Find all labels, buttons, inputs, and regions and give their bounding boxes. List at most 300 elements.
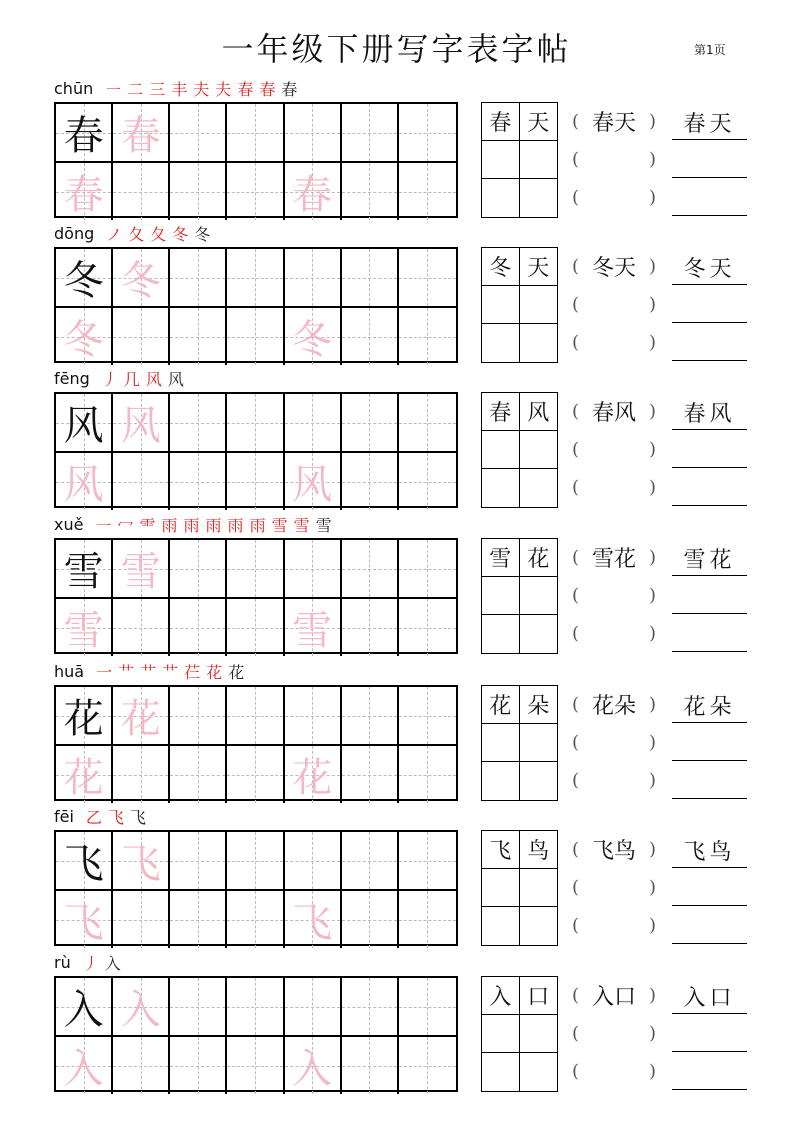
word-cell[interactable] [482, 248, 520, 286]
tianzige-cell[interactable] [227, 978, 284, 1037]
tianzige-cell[interactable] [56, 308, 113, 365]
underline-blank[interactable] [672, 140, 747, 178]
tianzige-cell[interactable] [170, 687, 227, 746]
tianzige-cell[interactable] [342, 891, 399, 948]
tianzige-cell[interactable] [56, 163, 113, 220]
tianzige-cell[interactable] [342, 453, 399, 510]
stroke-step: 乙 [85, 807, 102, 827]
stroke-step: 入 [104, 953, 121, 973]
stroke-step: 雪 [315, 515, 332, 535]
word-cell[interactable] [520, 141, 558, 179]
parenthesis-blank[interactable]: ( ) [572, 293, 656, 315]
tianzige-cell[interactable] [170, 891, 227, 948]
tianzige-cell[interactable] [113, 687, 170, 746]
stroke-step: 夂 [150, 224, 167, 244]
word-cell[interactable] [520, 686, 558, 724]
parenthesis-blank[interactable]: ( ) [572, 1060, 656, 1082]
word-cell[interactable] [482, 1015, 520, 1053]
word-cell[interactable] [520, 577, 558, 615]
model-character: 入 [63, 987, 104, 1033]
tianzige-cell[interactable] [56, 1037, 113, 1094]
word-cell[interactable] [482, 324, 520, 362]
tianzige-cell[interactable] [399, 832, 456, 891]
tianzige-cell[interactable] [170, 249, 227, 308]
word-cell[interactable] [520, 103, 558, 141]
tianzige-cell[interactable] [342, 599, 399, 656]
word-grid [481, 538, 558, 654]
stroke-step: 春 [259, 79, 276, 99]
tianzige-cell[interactable] [399, 104, 456, 163]
tianzige-cell[interactable] [56, 540, 113, 599]
trace-character: 春 [292, 172, 333, 218]
word-grid [481, 976, 558, 1092]
stroke-step: 雨 [183, 515, 200, 535]
paren-word: 春天 [591, 110, 636, 136]
stroke-order-row [54, 77, 297, 99]
tianzige-cell[interactable] [342, 832, 399, 891]
stroke-step: 花 [228, 662, 245, 682]
word-grid [481, 830, 558, 946]
stroke-step: ノ [106, 224, 123, 244]
parenthesis-blank[interactable]: ( 花朵 ) [572, 685, 656, 723]
word-cell[interactable] [482, 286, 520, 324]
tianzige-cell[interactable] [399, 163, 456, 220]
paren-word: 飞鸟 [591, 838, 636, 864]
stroke-step: 春 [281, 79, 298, 99]
stroke-step: ㇐ [105, 79, 122, 99]
stroke-step: 雨 [161, 515, 178, 535]
word-cell[interactable] [482, 724, 520, 762]
tianzige-cell[interactable] [399, 891, 456, 948]
stroke-step: 艹 [118, 662, 135, 682]
parenthesis-blank[interactable]: ( ) [572, 876, 656, 898]
trace-character: 入 [292, 1046, 333, 1092]
trace-character: 花 [120, 696, 161, 742]
word-grid [481, 247, 558, 363]
parenthesis-blank[interactable]: ( ) [572, 622, 656, 644]
trace-character: 春 [63, 172, 104, 218]
tianzige-cell[interactable] [227, 540, 284, 599]
word-cell[interactable] [520, 869, 558, 907]
word-cell[interactable] [520, 1053, 558, 1091]
model-character: 冬 [63, 258, 104, 304]
tianzige-cell[interactable] [342, 104, 399, 163]
tianzige-cell[interactable] [56, 394, 113, 453]
word-cell[interactable] [520, 762, 558, 800]
stroke-order-row [54, 367, 184, 389]
stroke-step: ㇐ [95, 515, 112, 535]
tianzige-cell[interactable] [113, 832, 170, 891]
tianzige-cell[interactable] [170, 599, 227, 656]
tianzige-cell[interactable] [342, 687, 399, 746]
practice-grid [54, 538, 458, 654]
stroke-step: 冬 [172, 224, 189, 244]
tianzige-cell[interactable] [170, 832, 227, 891]
tianzige-cell[interactable] [56, 832, 113, 891]
pinyin: chūn [54, 78, 94, 98]
word-cell[interactable] [520, 324, 558, 362]
underline-blank[interactable] [672, 430, 747, 468]
parenthesis-blank[interactable]: ( ) [572, 148, 656, 170]
trace-character: 春 [120, 113, 161, 159]
tianzige-cell[interactable] [113, 599, 170, 656]
tianzige-cell[interactable] [227, 249, 284, 308]
word-cell[interactable] [520, 469, 558, 507]
tianzige-cell[interactable] [285, 453, 342, 510]
page-number: 第1页 [694, 43, 726, 57]
character-section [0, 952, 793, 1121]
tianzige-cell[interactable] [342, 978, 399, 1037]
tianzige-cell[interactable] [170, 394, 227, 453]
tianzige-cell[interactable] [56, 249, 113, 308]
trace-character: 入 [120, 987, 161, 1033]
stroke-step: 夫 [193, 79, 210, 99]
parenthesis-blank[interactable]: ( 飞鸟 ) [572, 830, 656, 868]
pinyin: huā [54, 661, 85, 681]
stroke-step: 三 [149, 79, 166, 99]
tianzige-cell[interactable] [285, 1037, 342, 1094]
tianzige-cell[interactable] [113, 394, 170, 453]
stroke-step: 一 [96, 662, 113, 682]
parenthesis-blank[interactable]: ( 春风 ) [572, 392, 656, 430]
word-cell[interactable] [520, 179, 558, 217]
tianzige-cell[interactable] [342, 540, 399, 599]
underline-blank[interactable] [672, 976, 747, 1014]
tianzige-cell[interactable] [399, 540, 456, 599]
line-word: 春天 [683, 112, 736, 137]
underline-blank[interactable] [672, 392, 747, 430]
tianzige-cell[interactable] [56, 746, 113, 803]
tianzige-cell[interactable] [56, 104, 113, 163]
practice-grid [54, 392, 458, 508]
stroke-step: 丿 [101, 369, 118, 389]
tianzige-cell[interactable] [342, 394, 399, 453]
line-word: 雪花 [683, 548, 736, 573]
practice-grid [54, 247, 458, 363]
tianzige-cell[interactable] [342, 249, 399, 308]
tianzige-cell[interactable] [56, 599, 113, 656]
tianzige-cell[interactable] [342, 163, 399, 220]
stroke-order-row [54, 222, 210, 244]
underline-blank[interactable] [672, 761, 747, 799]
word-character: 天 [527, 111, 550, 136]
word-character: 雪 [489, 547, 512, 572]
stroke-step: 芢 [184, 662, 201, 682]
tianzige-cell[interactable] [342, 308, 399, 365]
parenthesis-blank[interactable]: ( ) [572, 476, 656, 498]
tianzige-cell[interactable] [113, 540, 170, 599]
stroke-step: 夫 [215, 79, 232, 99]
parenthesis-blank[interactable]: ( ) [572, 331, 656, 353]
tianzige-cell[interactable] [56, 453, 113, 510]
stroke-step: 花 [206, 662, 223, 682]
stroke-step: 艹 [162, 662, 179, 682]
word-character: 春 [489, 401, 512, 426]
stroke-step: 雨 [249, 515, 266, 535]
stroke-step: 丿 [82, 953, 99, 973]
trace-character: 雪 [63, 608, 104, 654]
tianzige-cell[interactable] [285, 687, 342, 746]
tianzige-cell[interactable] [399, 249, 456, 308]
trace-character: 冬 [292, 317, 333, 363]
tianzige-cell[interactable] [56, 978, 113, 1037]
tianzige-cell[interactable] [399, 978, 456, 1037]
line-word: 入口 [683, 986, 736, 1011]
trace-character: 冬 [120, 258, 161, 304]
underline-blank[interactable] [672, 178, 747, 216]
word-grid [481, 392, 558, 508]
trace-character: 雪 [292, 608, 333, 654]
tianzige-cell[interactable] [285, 746, 342, 803]
underline-blank[interactable] [672, 247, 747, 285]
paren-word: 春风 [591, 400, 636, 426]
parenthesis-blank[interactable]: ( ) [572, 731, 656, 753]
underline-blank[interactable] [672, 323, 747, 361]
parenthesis-blank[interactable]: ( 冬天 ) [572, 247, 656, 285]
word-cell[interactable] [482, 907, 520, 945]
parenthesis-blank[interactable]: ( ) [572, 186, 656, 208]
trace-character: 花 [292, 755, 333, 801]
tianzige-cell[interactable] [227, 453, 284, 510]
word-cell[interactable] [482, 141, 520, 179]
trace-character: 冬 [63, 317, 104, 363]
parenthesis-blank[interactable]: ( 春天 ) [572, 102, 656, 140]
stroke-step: 丰 [171, 79, 188, 99]
tianzige-cell[interactable] [399, 599, 456, 656]
parenthesis-blank[interactable]: ( 入口 ) [572, 976, 656, 1014]
stroke-step: 夂 [128, 224, 145, 244]
underline-blank[interactable] [672, 906, 747, 944]
tianzige-cell[interactable] [227, 1037, 284, 1094]
pinyin: fēi [54, 806, 74, 826]
trace-character: 风 [292, 462, 333, 508]
stroke-step: 雨 [205, 515, 222, 535]
underline-blank[interactable] [672, 614, 747, 652]
tianzige-cell[interactable] [285, 308, 342, 365]
tianzige-cell[interactable] [113, 746, 170, 803]
page-title: 一年级下册写字表字帖 [221, 30, 572, 68]
underline-blank[interactable] [672, 685, 747, 723]
word-grid [481, 102, 558, 218]
word-cell[interactable] [482, 977, 520, 1015]
tianzige-cell[interactable] [285, 540, 342, 599]
practice-grid [54, 976, 458, 1092]
word-cell[interactable] [482, 539, 520, 577]
word-cell[interactable] [482, 869, 520, 907]
tianzige-cell[interactable] [285, 832, 342, 891]
tianzige-cell[interactable] [227, 746, 284, 803]
tianzige-cell[interactable] [285, 978, 342, 1037]
tianzige-cell[interactable] [399, 1037, 456, 1094]
underline-blank[interactable] [672, 468, 747, 506]
word-grid [481, 685, 558, 801]
underline-blank[interactable] [672, 285, 747, 323]
tianzige-cell[interactable] [285, 249, 342, 308]
tianzige-cell[interactable] [399, 308, 456, 365]
word-cell[interactable] [482, 1053, 520, 1091]
word-character: 入 [489, 985, 512, 1010]
parenthesis-blank[interactable]: ( ) [572, 1022, 656, 1044]
word-character: 春 [489, 111, 512, 136]
word-character: 花 [489, 694, 512, 719]
word-cell[interactable] [482, 831, 520, 869]
trace-character: 风 [63, 462, 104, 508]
word-cell[interactable] [482, 686, 520, 724]
tianzige-cell[interactable] [285, 599, 342, 656]
trace-character: 入 [63, 1046, 104, 1092]
underline-blank[interactable] [672, 1052, 747, 1090]
word-cell[interactable] [520, 977, 558, 1015]
tianzige-cell[interactable] [227, 394, 284, 453]
word-cell[interactable] [520, 907, 558, 945]
tianzige-cell[interactable] [113, 1037, 170, 1094]
trace-character: 飞 [63, 900, 104, 946]
tianzige-cell[interactable] [170, 978, 227, 1037]
tianzige-cell[interactable] [56, 891, 113, 948]
word-cell[interactable] [520, 831, 558, 869]
model-character: 风 [63, 403, 104, 449]
paren-word: 冬天 [591, 255, 636, 281]
word-character: 冬 [489, 256, 512, 281]
tianzige-cell[interactable] [227, 163, 284, 220]
word-character: 朵 [527, 694, 550, 719]
underline-blank[interactable] [672, 538, 747, 576]
tianzige-cell[interactable] [113, 978, 170, 1037]
model-character: 花 [63, 696, 104, 742]
tianzige-cell[interactable] [113, 249, 170, 308]
word-character: 口 [527, 985, 550, 1010]
stroke-step: 风 [167, 369, 184, 389]
paren-word: 雪花 [591, 546, 636, 572]
word-cell[interactable] [482, 577, 520, 615]
word-cell[interactable] [482, 762, 520, 800]
tianzige-cell[interactable] [399, 687, 456, 746]
stroke-order-row [54, 660, 244, 682]
underline-blank[interactable] [672, 868, 747, 906]
word-cell[interactable] [482, 179, 520, 217]
tianzige-cell[interactable] [170, 453, 227, 510]
trace-character: 雪 [120, 549, 161, 595]
word-character: 天 [527, 256, 550, 281]
parenthesis-blank[interactable]: ( ) [572, 438, 656, 460]
stroke-step: 几 [123, 369, 140, 389]
word-cell[interactable] [482, 393, 520, 431]
word-cell[interactable] [482, 469, 520, 507]
tianzige-cell[interactable] [170, 308, 227, 365]
tianzige-cell[interactable] [113, 891, 170, 948]
word-cell[interactable] [520, 615, 558, 653]
practice-grid [54, 830, 458, 946]
tianzige-cell[interactable] [113, 104, 170, 163]
stroke-step: 艹 [140, 662, 157, 682]
stroke-order-row [54, 513, 332, 535]
word-cell[interactable] [520, 248, 558, 286]
tianzige-cell[interactable] [227, 599, 284, 656]
word-cell[interactable] [482, 615, 520, 653]
word-character: 风 [527, 401, 550, 426]
trace-character: 风 [120, 403, 161, 449]
parenthesis-blank[interactable]: ( ) [572, 584, 656, 606]
word-cell[interactable] [520, 724, 558, 762]
parenthesis-blank[interactable]: ( ) [572, 769, 656, 791]
word-cell[interactable] [520, 1015, 558, 1053]
pinyin: rù [54, 952, 71, 972]
underline-blank[interactable] [672, 102, 747, 140]
line-word: 春风 [683, 402, 736, 427]
word-cell[interactable] [520, 393, 558, 431]
tianzige-cell[interactable] [170, 746, 227, 803]
tianzige-cell[interactable] [285, 891, 342, 948]
tianzige-cell[interactable] [399, 394, 456, 453]
paren-word: 花朵 [591, 693, 636, 719]
model-character: 雪 [63, 549, 104, 595]
stroke-step: ⻗ [139, 515, 156, 535]
line-word: 飞鸟 [683, 840, 736, 865]
tianzige-cell[interactable] [170, 104, 227, 163]
tianzige-cell[interactable] [227, 104, 284, 163]
tianzige-cell[interactable] [227, 891, 284, 948]
parenthesis-blank[interactable]: ( ) [572, 914, 656, 936]
word-cell[interactable] [520, 539, 558, 577]
stroke-step: 雪 [271, 515, 288, 535]
tianzige-cell[interactable] [342, 746, 399, 803]
tianzige-cell[interactable] [170, 1037, 227, 1094]
underline-blank[interactable] [672, 576, 747, 614]
word-cell[interactable] [520, 286, 558, 324]
word-character: 飞 [489, 839, 512, 864]
tianzige-cell[interactable] [113, 308, 170, 365]
paren-word: 入口 [591, 984, 636, 1010]
line-word: 花朵 [683, 695, 736, 720]
tianzige-cell[interactable] [285, 394, 342, 453]
model-character: 飞 [63, 841, 104, 887]
underline-blank[interactable] [672, 723, 747, 761]
model-character: 春 [63, 113, 104, 159]
stroke-order-row [54, 805, 146, 827]
stroke-step: 飞 [129, 807, 146, 827]
tianzige-cell[interactable] [399, 746, 456, 803]
tianzige-cell[interactable] [170, 163, 227, 220]
trace-character: 飞 [120, 841, 161, 887]
word-cell[interactable] [482, 103, 520, 141]
pinyin: xuě [54, 514, 84, 534]
tianzige-cell[interactable] [113, 163, 170, 220]
stroke-step: 雪 [293, 515, 310, 535]
tianzige-cell[interactable] [170, 540, 227, 599]
pinyin: fēng [54, 368, 90, 388]
tianzige-cell[interactable] [56, 687, 113, 746]
tianzige-cell[interactable] [113, 453, 170, 510]
tianzige-cell[interactable] [399, 453, 456, 510]
stroke-order-row [54, 951, 121, 973]
tianzige-cell[interactable] [227, 832, 284, 891]
parenthesis-blank[interactable]: ( 雪花 ) [572, 538, 656, 576]
stroke-step: 风 [145, 369, 162, 389]
word-cell[interactable] [482, 431, 520, 469]
tianzige-cell[interactable] [227, 308, 284, 365]
tianzige-cell[interactable] [342, 1037, 399, 1094]
word-character: 花 [527, 547, 550, 572]
underline-blank[interactable] [672, 1014, 747, 1052]
tianzige-cell[interactable] [285, 163, 342, 220]
stroke-step: 冬 [194, 224, 211, 244]
tianzige-cell[interactable] [227, 687, 284, 746]
pinyin: dōng [54, 223, 95, 243]
word-cell[interactable] [520, 431, 558, 469]
tianzige-cell[interactable] [285, 104, 342, 163]
practice-grid [54, 102, 458, 218]
underline-blank[interactable] [672, 830, 747, 868]
